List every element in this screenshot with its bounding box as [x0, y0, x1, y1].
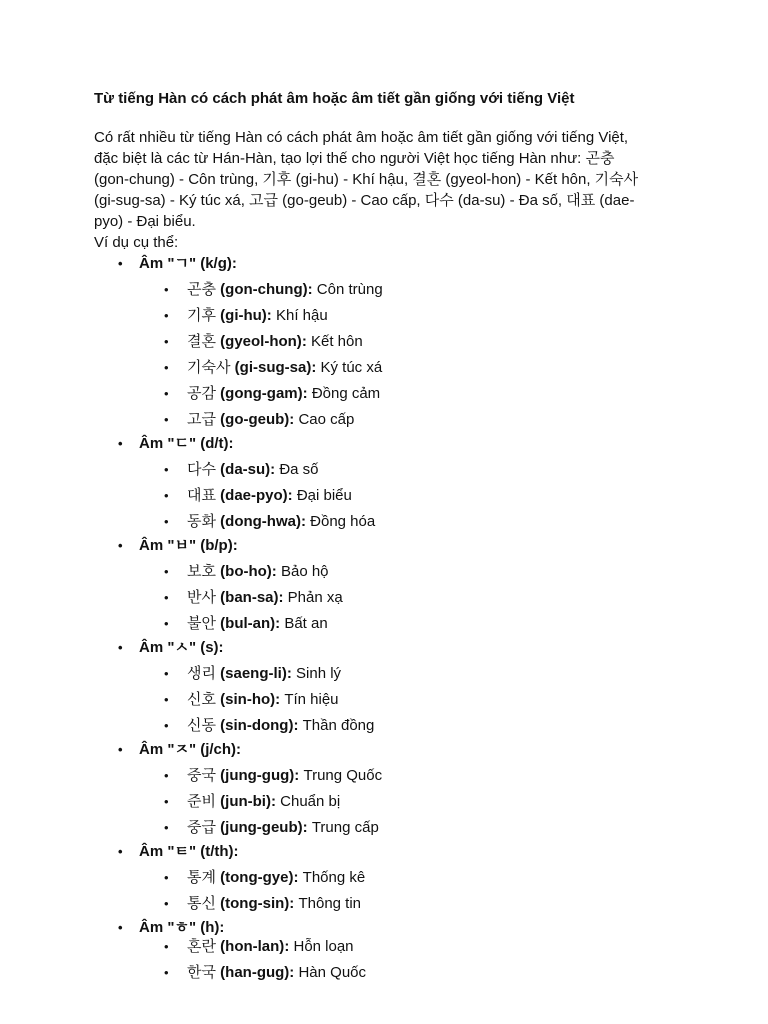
- romanization: (da-su): [220, 461, 271, 478]
- korean-word: 대표: [187, 487, 216, 504]
- document-title: Từ tiếng Hàn có cách phát âm hoặc âm tiết gần giống với tiếng Việt: [94, 90, 575, 107]
- bullet-icon: •: [164, 768, 169, 783]
- vietnamese-meaning: Thần đồng: [302, 717, 375, 734]
- intro-line: (gi-sug-sa) - Ký túc xá, 고급 (go-geub) - Cao cấp, 다수 (da-su) - Đa số, 대표 (dae-: [94, 192, 635, 209]
- group-heading: [94, 253, 694, 274]
- word-item: [94, 960, 694, 986]
- romanization: (gyeol-hon): [220, 333, 302, 350]
- separator: :: [293, 717, 303, 734]
- korean-word: 보호: [187, 563, 216, 580]
- separator: :: [302, 385, 312, 402]
- word-list: [94, 457, 694, 535]
- bullet-icon: •: [164, 616, 169, 631]
- vietnamese-meaning: Trung Quốc: [303, 767, 383, 784]
- bullet-icon: •: [118, 742, 123, 757]
- sound-group: [94, 841, 694, 917]
- separator: :: [289, 411, 299, 428]
- document-page: [94, 88, 694, 986]
- vietnamese-meaning: Đa số: [279, 461, 319, 478]
- sound-group: [94, 433, 694, 535]
- bullet-icon: •: [164, 282, 169, 297]
- word-item: [94, 687, 694, 713]
- korean-word: 혼란: [187, 938, 216, 955]
- separator: :: [266, 307, 276, 324]
- vietnamese-meaning: Hàn Quốc: [298, 964, 367, 981]
- word-item: [94, 661, 694, 687]
- vietnamese-meaning: Chuẩn bị: [280, 793, 341, 810]
- romanization: (tong-sin): [220, 895, 290, 912]
- vietnamese-meaning: Bảo hộ: [280, 563, 329, 580]
- korean-word: 중급: [187, 819, 216, 836]
- word-item: [94, 329, 694, 355]
- separator: :: [278, 589, 288, 606]
- bullet-icon: •: [164, 514, 169, 529]
- word-list: [94, 277, 694, 433]
- romanization: (dae-pyo): [220, 487, 288, 504]
- group-heading: [94, 535, 694, 556]
- word-item: [94, 891, 694, 917]
- bullet-icon: •: [164, 412, 169, 427]
- group-heading: [94, 841, 694, 862]
- separator: :: [301, 333, 311, 350]
- romanization: (sin-dong): [220, 717, 294, 734]
- word-item: [94, 303, 694, 329]
- korean-word: 통신: [187, 895, 216, 912]
- korean-word: 준비: [187, 793, 216, 810]
- separator: :: [300, 513, 311, 530]
- romanization: (gong-gam): [220, 385, 303, 402]
- vietnamese-meaning: Khí hậu: [275, 307, 328, 324]
- sound-group: [94, 535, 694, 637]
- romanization: (sin-ho): [220, 691, 276, 708]
- bullet-icon: •: [164, 692, 169, 707]
- korean-word: 고급: [187, 411, 216, 428]
- bullet-icon: •: [164, 718, 169, 733]
- separator: :: [311, 359, 321, 376]
- separator: :: [286, 665, 297, 682]
- bullet-icon: •: [118, 436, 123, 451]
- vietnamese-meaning: Trung cấp: [311, 819, 379, 836]
- word-item: [94, 763, 694, 789]
- vietnamese-meaning: Phản xạ: [287, 589, 343, 606]
- romanization: (gi-sug-sa): [234, 359, 312, 376]
- intro-line: Có rất nhiều từ tiếng Hàn có cách phát âm hoặc âm tiết gần giống với tiếng Việt,: [94, 129, 629, 146]
- romanization: (gon-chung): [220, 281, 308, 298]
- group-heading: [94, 739, 694, 760]
- bullet-icon: •: [164, 334, 169, 349]
- word-item: [94, 865, 694, 891]
- korean-word: 불안: [187, 615, 216, 632]
- separator: :: [275, 615, 285, 632]
- separator: :: [294, 767, 304, 784]
- sound-group-list: [94, 253, 694, 986]
- bullet-icon: •: [118, 920, 123, 935]
- bullet-icon: •: [164, 462, 169, 477]
- romanization: (bul-an): [220, 615, 276, 632]
- examples-label: Ví dụ cụ thể:: [94, 234, 179, 251]
- separator: :: [275, 691, 285, 708]
- separator: :: [289, 895, 299, 912]
- word-item: [94, 355, 694, 381]
- separator: :: [284, 938, 294, 955]
- korean-word: 동화: [187, 513, 216, 530]
- vietnamese-meaning: Thông tin: [298, 895, 362, 912]
- romanization: (jun-bi): [220, 793, 271, 810]
- vietnamese-meaning: Đại biểu: [296, 487, 352, 504]
- word-item: [94, 815, 694, 841]
- bullet-icon: •: [164, 360, 169, 375]
- vietnamese-meaning: Sinh lý: [296, 665, 342, 682]
- vietnamese-meaning: Đồng cảm: [311, 385, 381, 402]
- word-item: [94, 585, 694, 611]
- vietnamese-meaning: Cao cấp: [298, 411, 355, 428]
- romanization: (dong-hwa): [220, 513, 301, 530]
- romanization: (bo-ho): [220, 563, 272, 580]
- korean-word: 공감: [187, 385, 216, 402]
- separator: :: [302, 819, 312, 836]
- bullet-icon: •: [164, 386, 169, 401]
- word-item: [94, 407, 694, 433]
- bullet-icon: •: [164, 896, 169, 911]
- bullet-icon: •: [164, 308, 169, 323]
- bullet-icon: •: [164, 794, 169, 809]
- romanization: (ban-sa): [220, 589, 279, 606]
- group-heading-text: Âm "ㅎ" (h):: [139, 919, 225, 936]
- group-heading-text: Âm "ㅅ" (s):: [139, 639, 224, 656]
- korean-word: 기후: [187, 307, 216, 324]
- vietnamese-meaning: Thống kê: [302, 869, 366, 886]
- separator: :: [307, 281, 317, 298]
- group-heading: [94, 637, 694, 658]
- bullet-icon: •: [164, 564, 169, 579]
- bullet-icon: •: [118, 538, 123, 553]
- word-list: [94, 763, 694, 841]
- vietnamese-meaning: Đồng hóa: [310, 513, 376, 530]
- word-item: [94, 277, 694, 303]
- bullet-icon: •: [164, 666, 169, 681]
- korean-word: 곤충: [187, 281, 216, 298]
- word-item: [94, 509, 694, 535]
- romanization: (saeng-li): [220, 665, 287, 682]
- separator: :: [287, 487, 297, 504]
- intro-line: đặc biệt là các từ Hán-Hàn, tạo lợi thế cho người Việt học tiếng Hàn như: 곤충: [94, 150, 615, 167]
- korean-word: 다수: [187, 461, 216, 478]
- bullet-icon: •: [118, 256, 123, 271]
- sound-group: [94, 253, 694, 433]
- romanization: (han-gug): [220, 964, 290, 981]
- separator: :: [271, 563, 281, 580]
- word-item: [94, 934, 694, 960]
- intro-paragraph: [94, 127, 669, 253]
- word-item: [94, 483, 694, 509]
- korean-word: 중국: [187, 767, 216, 784]
- group-heading: [94, 433, 694, 454]
- separator: :: [289, 964, 299, 981]
- word-item: [94, 559, 694, 585]
- romanization: (hon-lan): [220, 938, 285, 955]
- romanization: (jung-gug): [220, 767, 295, 784]
- separator: :: [270, 793, 281, 810]
- word-item: [94, 381, 694, 407]
- sound-group: [94, 739, 694, 841]
- group-heading-text: Âm "ㅌ" (t/th):: [139, 843, 239, 860]
- bullet-icon: •: [164, 870, 169, 885]
- romanization: (tong-gye): [220, 869, 294, 886]
- group-heading-text: Âm "ㅂ" (b/p):: [139, 537, 238, 554]
- romanization: (jung-geub): [220, 819, 303, 836]
- intro-line: pyo) - Đại biểu.: [94, 213, 196, 230]
- bullet-icon: •: [164, 965, 169, 980]
- intro-line: (gon-chung) - Côn trùng, 기후 (gi-hu) - Khí hậu, 결혼 (gyeol-hon) - Kết hôn, 기숙사: [94, 171, 639, 188]
- korean-word: 결혼: [187, 333, 216, 350]
- sound-group: [94, 917, 694, 986]
- korean-word: 한국: [187, 964, 216, 981]
- bullet-icon: •: [164, 939, 169, 954]
- word-list: [94, 559, 694, 637]
- word-list: [94, 934, 694, 986]
- bullet-icon: •: [164, 590, 169, 605]
- sound-group: [94, 637, 694, 739]
- korean-word: 통계: [187, 869, 216, 886]
- separator: :: [270, 461, 280, 478]
- vietnamese-meaning: Ký túc xá: [320, 359, 383, 376]
- bullet-icon: •: [118, 844, 123, 859]
- romanization: (gi-hu): [220, 307, 267, 324]
- word-item: [94, 789, 694, 815]
- group-heading-text: Âm "ㅈ" (j/ch):: [139, 741, 242, 758]
- bullet-icon: •: [164, 820, 169, 835]
- vietnamese-meaning: Tín hiệu: [284, 691, 339, 708]
- korean-word: 반사: [187, 589, 216, 606]
- bullet-icon: •: [164, 488, 169, 503]
- korean-word: 신동: [187, 717, 216, 734]
- korean-word: 신호: [187, 691, 216, 708]
- romanization: (go-geub): [220, 411, 290, 428]
- vietnamese-meaning: Côn trùng: [316, 281, 383, 298]
- word-item: [94, 611, 694, 637]
- group-heading-text: Âm "ㄷ" (d/t):: [139, 435, 234, 452]
- word-item: [94, 457, 694, 483]
- korean-word: 생리: [187, 665, 216, 682]
- vietnamese-meaning: Bất an: [284, 615, 328, 632]
- vietnamese-meaning: Hỗn loạn: [293, 938, 354, 955]
- korean-word: 기숙사: [187, 359, 231, 376]
- separator: :: [293, 869, 303, 886]
- word-list: [94, 661, 694, 739]
- word-item: [94, 713, 694, 739]
- bullet-icon: •: [118, 640, 123, 655]
- word-list: [94, 865, 694, 917]
- vietnamese-meaning: Kết hôn: [310, 333, 363, 350]
- group-heading-text: Âm "ㄱ" (k/g):: [139, 255, 237, 272]
